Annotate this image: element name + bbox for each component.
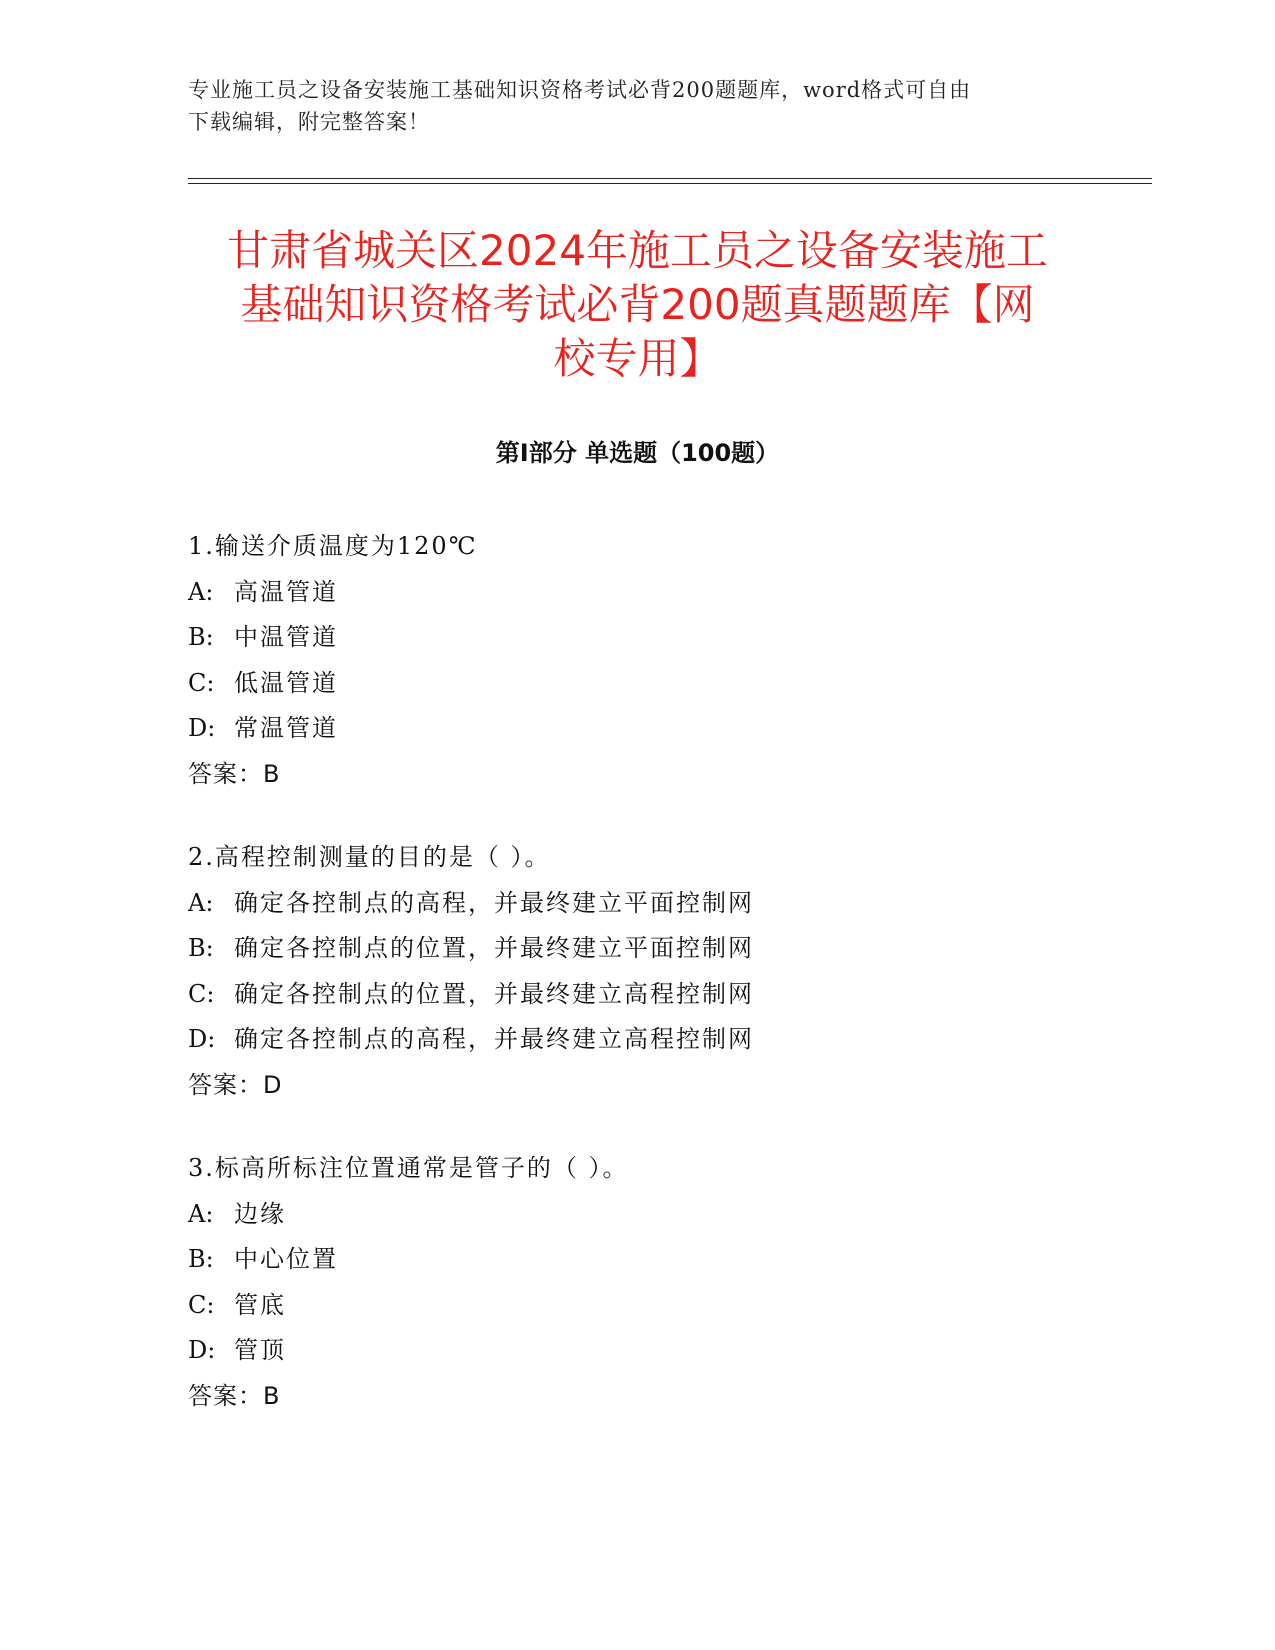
option-letter: D:: [188, 714, 216, 742]
option-letter: D:: [188, 1336, 216, 1364]
option-d: [188, 706, 1088, 752]
question-stem: 1.输送介质温度为120℃: [188, 532, 478, 560]
document-title: [180, 224, 1095, 386]
option-b: [188, 926, 1088, 972]
question-1: [188, 524, 1088, 797]
question-stem: 3.标高所标注位置通常是管子的（ ）。: [188, 1154, 629, 1182]
option-text: 常温管道: [234, 714, 338, 742]
option-c: [188, 972, 1088, 1018]
option-d: [188, 1328, 1088, 1374]
option-letter: C:: [188, 1290, 215, 1319]
option-letter: B:: [188, 1245, 214, 1273]
option-d: [188, 1017, 1088, 1063]
document-title-line-1: 甘肃省城关区2024年施工员之设备安装施工: [227, 226, 1048, 275]
option-letter: A:: [188, 888, 214, 917]
question-3: [188, 1146, 1088, 1419]
option-text: 确定各控制点的位置，并最终建立平面控制网: [234, 934, 754, 962]
option-c: [188, 661, 1088, 707]
document-title-line-2: 基础知识资格考试必背200题真题题库【网: [240, 280, 1035, 329]
option-b: [188, 1237, 1088, 1283]
option-text: 确定各控制点的高程，并最终建立高程控制网: [234, 1025, 754, 1053]
option-a: [188, 881, 1088, 927]
header-divider-top: [188, 178, 1152, 179]
option-text: 确定各控制点的位置，并最终建立高程控制网: [234, 979, 754, 1008]
option-text: 确定各控制点的高程，并最终建立平面控制网: [234, 888, 754, 917]
header-note-line-1: 专业施工员之设备安装施工基础知识资格考试必背200题题库，word格式可自由: [188, 78, 972, 102]
option-text: 中温管道: [234, 623, 338, 651]
answer-line: 答案：B: [188, 759, 281, 788]
answer-line: 答案：B: [188, 1381, 281, 1410]
question-list: [188, 524, 1088, 1457]
option-letter: B:: [188, 623, 214, 651]
question-stem: 2.高程控制测量的目的是（ ）。: [188, 843, 551, 871]
option-letter: C:: [188, 668, 215, 697]
header-note: [188, 74, 1088, 138]
header-note-line-2: 下载编辑，附完整答案！: [188, 110, 430, 134]
option-letter: D:: [188, 1025, 216, 1053]
option-b: [188, 615, 1088, 661]
option-a: [188, 570, 1088, 616]
option-text: 边缘: [234, 1199, 286, 1228]
option-letter: C:: [188, 979, 215, 1008]
option-text: 中心位置: [234, 1245, 338, 1273]
option-text: 高温管道: [234, 577, 338, 606]
option-letter: A:: [188, 577, 214, 606]
option-letter: B:: [188, 934, 214, 962]
section-title: 第Ⅰ部分 单选题（100题）: [495, 439, 780, 467]
document-title-line-3: 校专用】: [553, 334, 722, 383]
option-text: 管底: [234, 1290, 286, 1319]
option-text: 管顶: [234, 1336, 286, 1364]
answer-line: 答案：D: [188, 1070, 283, 1099]
option-text: 低温管道: [234, 668, 338, 697]
question-2: [188, 835, 1088, 1108]
option-a: [188, 1192, 1088, 1238]
option-c: [188, 1283, 1088, 1329]
option-letter: A:: [188, 1199, 214, 1228]
header-divider-bottom: [188, 183, 1152, 184]
